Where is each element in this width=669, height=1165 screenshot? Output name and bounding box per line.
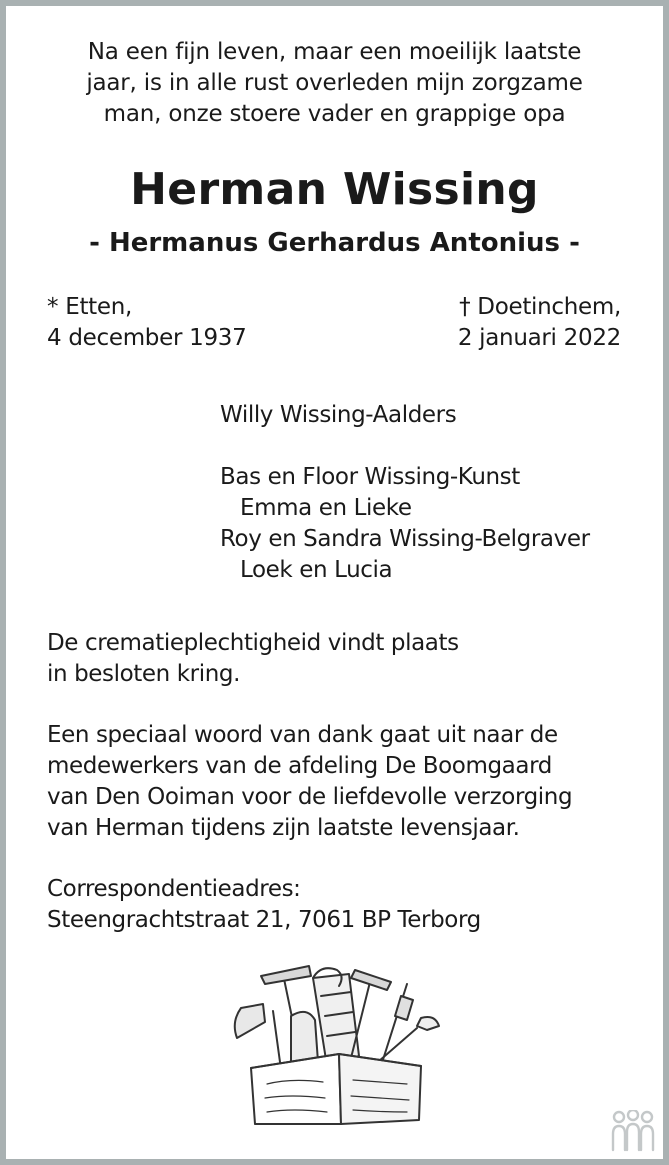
birth-place: * Etten,: [47, 294, 133, 320]
intro-text: [6, 37, 663, 130]
thanks-line: van Den Ooiman voor de liefdevolle verzorging: [47, 784, 573, 810]
child-family: Roy en Sandra Wissing-Belgraver: [220, 526, 590, 552]
thanks-line: van Herman tijdens zijn laatste levensjaar.: [47, 815, 520, 841]
birth-date: 4 december 1937: [47, 325, 247, 351]
thanks-line: Een speciaal woord van dank gaat uit naar de: [47, 722, 558, 748]
grandchildren: Emma en Lieke: [240, 495, 412, 521]
people-logo-icon: [610, 1110, 656, 1156]
birth-info: [47, 292, 246, 354]
ceremony-line: in besloten kring.: [47, 661, 240, 687]
intro-line: jaar, is in alle rust overleden mijn zorgzame: [86, 70, 583, 96]
death-info: [458, 292, 621, 354]
correspondence-label: Correspondentieadres:: [47, 876, 301, 902]
intro-line: man, onze stoere vader en grappige opa: [103, 101, 566, 127]
intro-line: Na een fijn leven, maar een moeilijk laatste: [87, 39, 582, 65]
family-list: [220, 400, 590, 586]
correspondence-address: Steengrachtstraat 21, 7061 BP Terborg: [47, 907, 481, 933]
obituary-card: [6, 6, 663, 1159]
deceased-name: Herman Wissing: [130, 164, 539, 215]
death-place: † Doetinchem,: [459, 294, 621, 320]
correspondence-text: [47, 874, 481, 936]
thanks-text: [47, 720, 572, 844]
deceased-full-name: - Hermanus Gerhardus Antonius -: [89, 228, 580, 258]
death-date: 2 januari 2022: [457, 325, 621, 351]
ceremony-text: [47, 628, 459, 690]
grandchildren: Loek en Lucia: [240, 557, 393, 583]
thanks-line: medewerkers van de afdeling De Boomgaard: [47, 753, 552, 779]
spouse-name: Willy Wissing-Aalders: [220, 402, 457, 428]
toolbox-icon: [221, 956, 451, 1130]
ceremony-line: De crematieplechtigheid vindt plaats: [47, 630, 459, 656]
child-family: Bas en Floor Wissing-Kunst: [220, 464, 520, 490]
